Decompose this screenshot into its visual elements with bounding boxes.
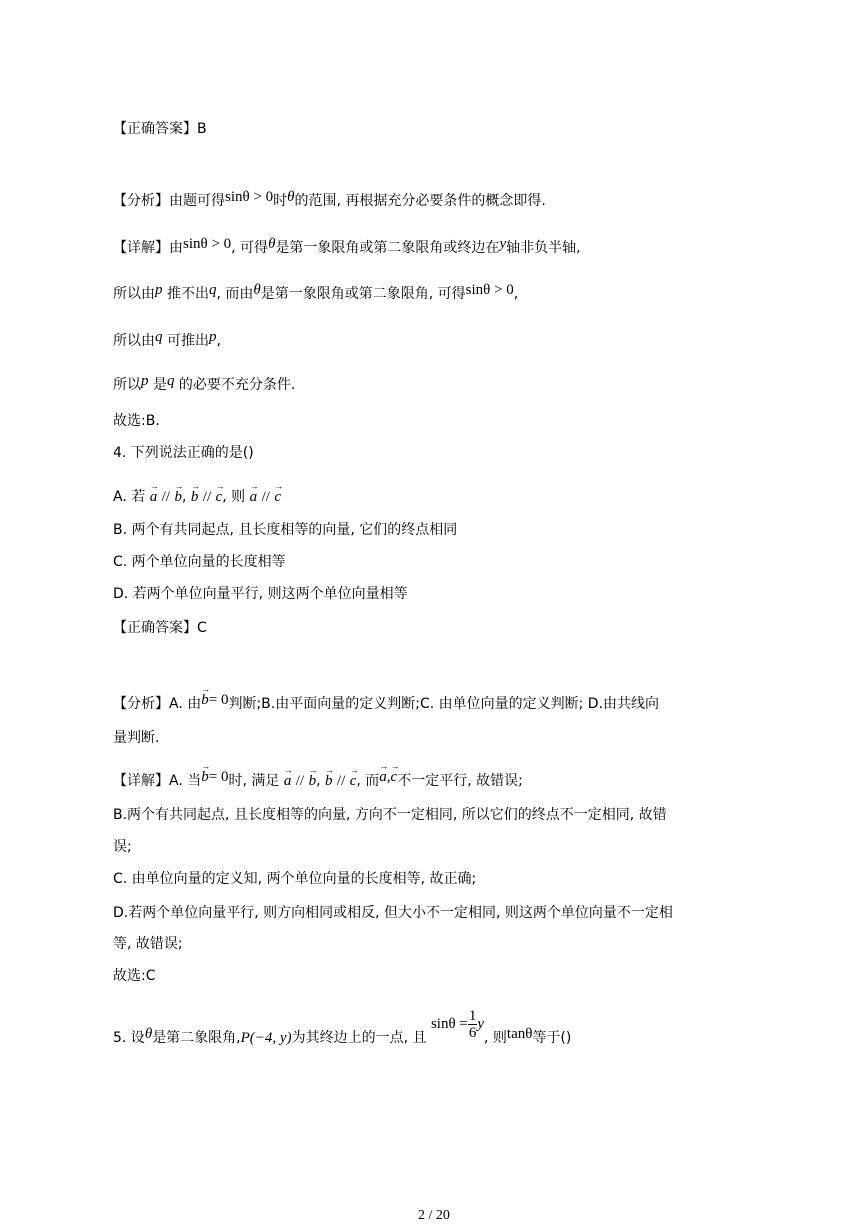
q3-answer-line xyxy=(113,119,207,139)
q3-detail-line: 【详解】由sinθ > 0, 可得θ是第一象限角或第二象限角或终边在y轴非负半轴, xyxy=(113,236,581,256)
q3-analysis-line: 【分析】由题可得sinθ > 0时θ的范围, 再根据充分必要条件的概念即得. xyxy=(113,189,546,209)
fraction: $\frac{1}{6}$ xyxy=(468,1007,477,1041)
q4-option-c: C. 两个单位向量的长度相等 xyxy=(113,554,286,570)
q4-detail-line: 【详解】A. 当→ b= 0时, 满足 → a // → b, → b // → c, 而→ a,→ c不一定平行, 故错误; xyxy=(113,769,523,791)
q3-detail-line-3: 所以由q 可推出p, xyxy=(113,329,221,349)
q4-analysis-line-2: 量判断. xyxy=(113,730,160,746)
q4-detail-b: B.两个有共同起点, 且长度相等的向量, 方向不一定相同, 所以它们的终点不一定相同, 故错 xyxy=(113,807,667,823)
q4-analysis-line: 【分析】A. 由→ b= 0判断;B.由平面向量的定义判断;C. 由单位向量的定义判断; D.由共线向 xyxy=(113,692,659,714)
q4-detail-c: C. 由单位向量的定义知, 两个单位向量的长度相等, 故正确; xyxy=(113,871,477,887)
q3-detail-line-2: 所以由p 推不出q, 而由θ是第一象限角或第二象限角, 可得sinθ > 0, xyxy=(113,282,519,302)
q3-detail-line-4: 所以p 是q 的必要不充分条件. xyxy=(113,373,296,393)
q4-choose: 故选:C xyxy=(113,968,156,984)
q4-detail-d: D.若两个单位向量平行, 则方向相同或相反, 但大小不一定相同, 则这两个单位向量不一定相 xyxy=(113,905,673,921)
q4-option-d: D. 若两个单位向量平行, 则这两个单位向量相等 xyxy=(113,586,408,602)
q4-detail-d-2: 等, 故错误; xyxy=(113,936,183,952)
sin-equation: sinθ = $\frac{1}{6}$ y xyxy=(430,1007,485,1041)
math-sin-theta: sinθ > 0 xyxy=(225,189,274,205)
point-p: P(−4, y) xyxy=(240,1030,292,1046)
page-number: 2 / 20 xyxy=(418,1208,450,1223)
q4-option-a: A. 若 → a // → b, → b // → c, 则 → a // → c xyxy=(113,485,281,507)
q4-detail-b-2: 误; xyxy=(113,839,132,855)
q5-stem: 5. 设θ是第二象限角,P(−4, y)为其终边上的一点, 且 sinθ = $\frac{1}{6}$ y, 则tanθ等于() xyxy=(113,1007,572,1046)
q4-stem: 4. 下列说法正确的是() xyxy=(113,445,254,461)
q4-option-b: B. 两个有共同起点, 且长度相等的向量, 它们的终点相同 xyxy=(113,522,458,538)
answer-label: 【正确答案】 xyxy=(113,121,197,137)
q3-choose: 故选:B. xyxy=(113,413,160,429)
q4-answer-line: 【正确答案】C xyxy=(113,620,207,636)
answer-value: B xyxy=(197,121,207,137)
